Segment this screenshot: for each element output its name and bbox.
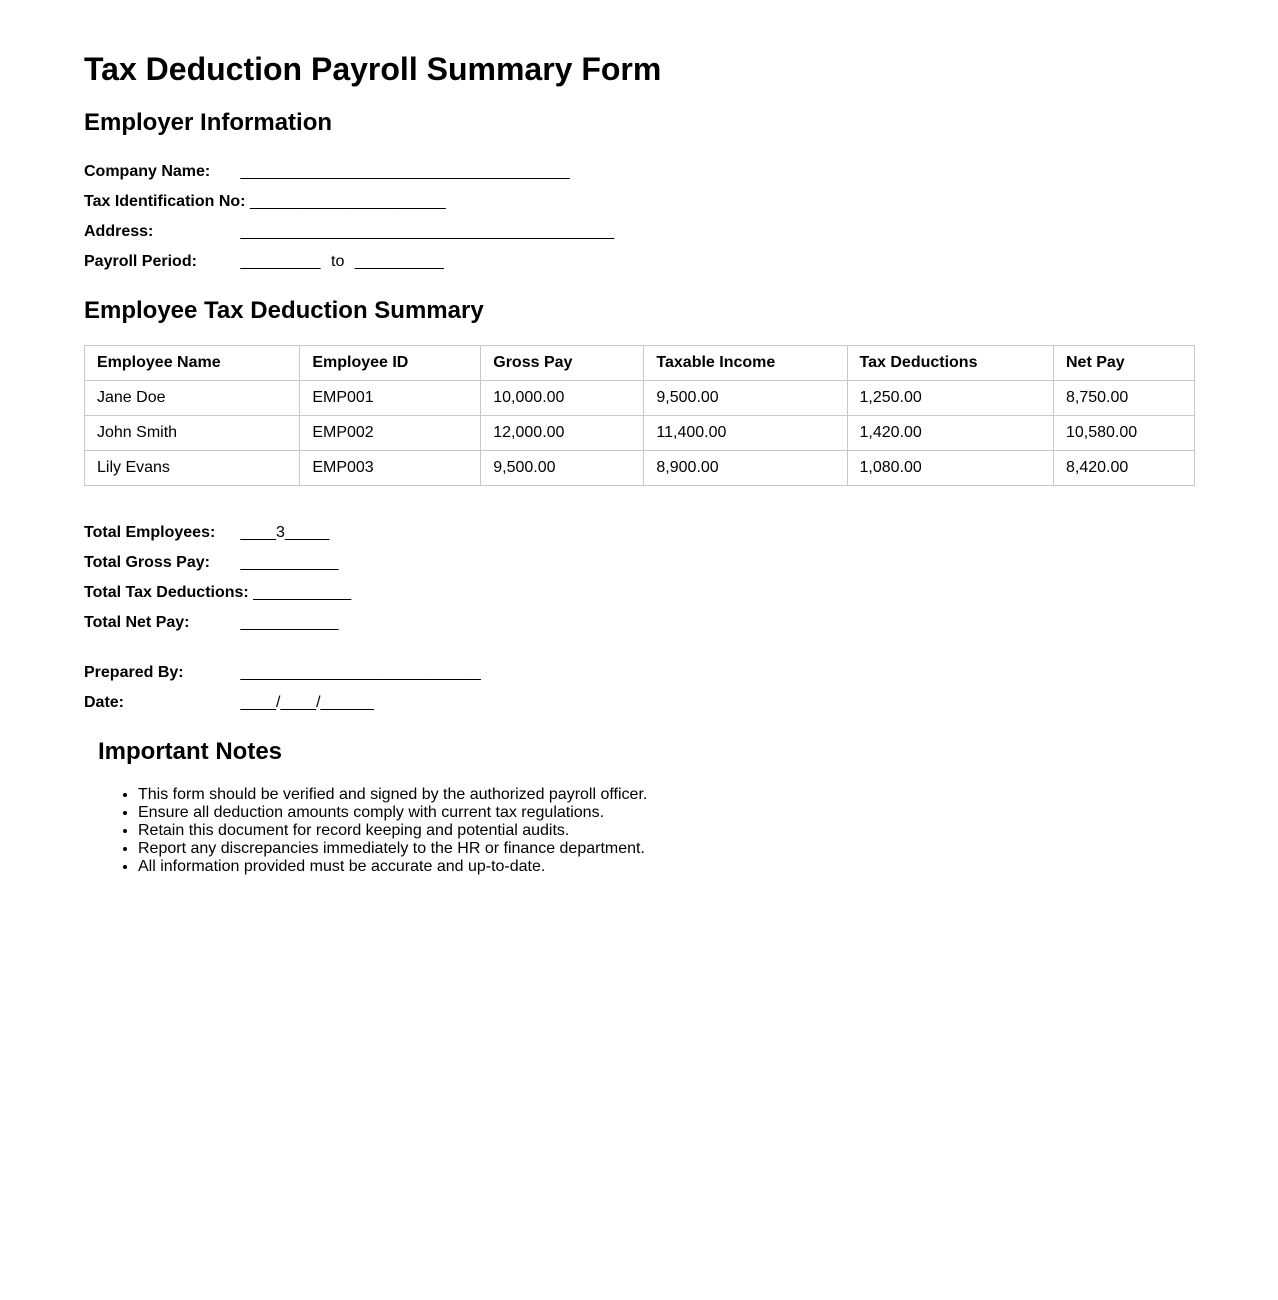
notes-list — [98, 786, 1195, 876]
payroll-period-label: Payroll Period: — [84, 253, 197, 270]
table-header-row — [85, 346, 1195, 381]
field-total-tax-deductions — [84, 578, 1195, 608]
signature-section — [84, 658, 1195, 718]
field-company-name — [84, 157, 1195, 187]
address-blank: __________________________________________ — [240, 223, 615, 240]
note-item: • Ensure all deduction amounts comply with current tax regulations. — [138, 804, 1195, 822]
payroll-period-to-label: to — [331, 253, 345, 270]
employer-info-section — [84, 109, 1195, 277]
column-header-gross-pay: Gross Pay — [481, 346, 644, 381]
payroll-period-end-blank: __________ — [354, 253, 444, 270]
note-item: • Retain this document for record keeping and potential audits. — [138, 822, 1195, 840]
total-gross-pay-blank: ___________ — [240, 554, 339, 571]
prepared-by-blank: ___________________________ — [240, 664, 481, 681]
note-item: • All information provided must be accurate and up-to-date. — [138, 858, 1195, 876]
employee-summary-section — [84, 297, 1195, 486]
field-prepared-by — [84, 658, 1195, 688]
notes-heading: Important Notes — [98, 738, 283, 765]
cell-net-pay: 8,420.00 — [1053, 451, 1194, 486]
column-header-tax-deductions: Tax Deductions — [847, 346, 1053, 381]
cell-tax-deductions: 1,080.00 — [847, 451, 1053, 486]
note-item: • Report any discrepancies immediately to the HR or finance department. — [138, 840, 1195, 858]
cell-taxable-income: 11,400.00 — [644, 416, 847, 451]
column-header-net-pay: Net Pay — [1053, 346, 1194, 381]
cell-employee-name: John Smith — [85, 416, 300, 451]
column-header-taxable-income: Taxable Income — [644, 346, 847, 381]
cell-tax-deductions: 1,420.00 — [847, 416, 1053, 451]
employer-info-heading: Employer Information — [84, 109, 333, 136]
cell-gross-pay: 9,500.00 — [481, 451, 644, 486]
total-tax-deductions-label: Total Tax Deductions: — [84, 584, 249, 601]
note-item: • This form should be verified and signed by the authorized payroll officer. — [138, 786, 1195, 804]
cell-taxable-income: 9,500.00 — [644, 381, 847, 416]
cell-net-pay: 10,580.00 — [1053, 416, 1194, 451]
employee-summary-heading: Employee Tax Deduction Summary — [84, 297, 484, 324]
total-net-pay-blank: ___________ — [240, 614, 339, 631]
cell-taxable-income: 8,900.00 — [644, 451, 847, 486]
total-employees-label: Total Employees: — [84, 524, 216, 541]
table-row — [85, 416, 1195, 451]
column-header-employee-name: Employee Name — [85, 346, 300, 381]
employee-summary-table — [84, 345, 1195, 486]
table-row — [85, 451, 1195, 486]
cell-gross-pay: 10,000.00 — [481, 381, 644, 416]
field-total-net-pay — [84, 608, 1195, 638]
page-title: Tax Deduction Payroll Summary Form — [84, 51, 662, 87]
total-net-pay-label: Total Net Pay: — [84, 614, 190, 631]
notes-section — [98, 738, 1195, 876]
field-payroll-period — [84, 247, 1195, 277]
field-total-gross-pay — [84, 548, 1195, 578]
prepared-by-label: Prepared By: — [84, 664, 184, 681]
cell-employee-id: EMP003 — [300, 451, 481, 486]
column-header-employee-id: Employee ID — [300, 346, 481, 381]
date-blank: ____/____/______ — [240, 694, 374, 711]
address-label: Address: — [84, 223, 154, 240]
totals-section — [84, 518, 1195, 638]
cell-employee-id: EMP002 — [300, 416, 481, 451]
cell-gross-pay: 12,000.00 — [481, 416, 644, 451]
payroll-period-start-blank: _________ — [240, 253, 321, 270]
field-total-employees — [84, 518, 1195, 548]
cell-employee-id: EMP001 — [300, 381, 481, 416]
cell-employee-name: Jane Doe — [85, 381, 300, 416]
field-date — [84, 688, 1195, 718]
tax-id-label: Tax Identification No: — [84, 193, 246, 210]
total-employees-value: ____3_____ — [240, 524, 330, 541]
cell-tax-deductions: 1,250.00 — [847, 381, 1053, 416]
cell-employee-name: Lily Evans — [85, 451, 300, 486]
field-tax-id — [84, 187, 1195, 217]
date-label: Date: — [84, 694, 125, 711]
total-gross-pay-label: Total Gross Pay: — [84, 554, 210, 571]
tax-id-blank: ______________________ — [249, 193, 446, 210]
total-tax-deductions-blank: ___________ — [253, 584, 352, 601]
company-name-label: Company Name: — [84, 163, 211, 180]
table-row — [85, 381, 1195, 416]
cell-net-pay: 8,750.00 — [1053, 381, 1194, 416]
field-address — [84, 217, 1195, 247]
company-name-blank: _____________________________________ — [240, 163, 570, 180]
